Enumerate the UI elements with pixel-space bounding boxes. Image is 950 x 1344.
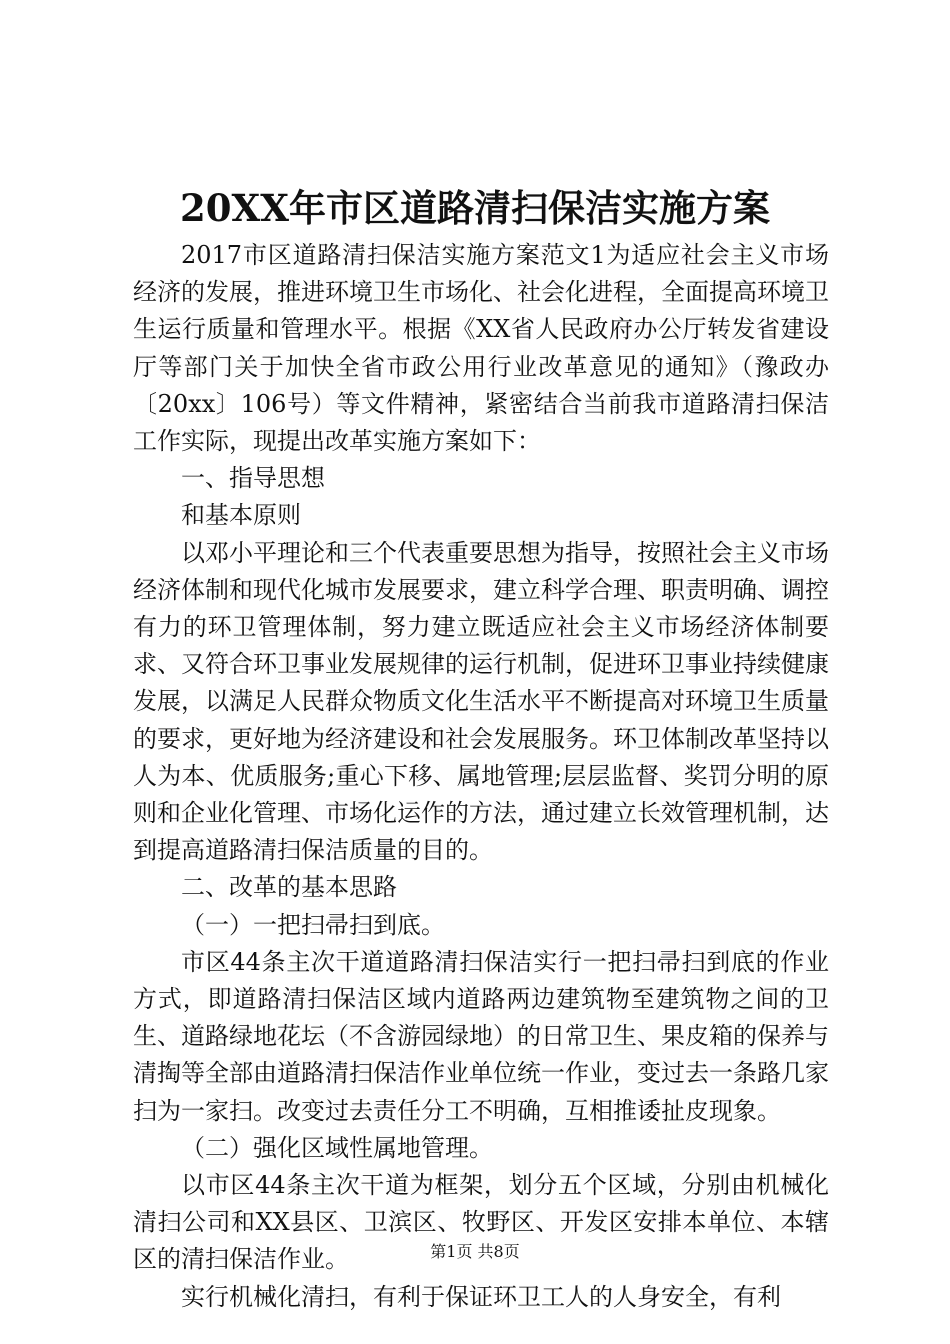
document-title: 20XX年市区道路清扫保洁实施方案 [180, 186, 770, 230]
paragraph-principles: 以邓小平理论和三个代表重要思想为指导，按照社会主义市场经济体制和现代化城市发展要求，建立科学合理、职责明确、调控有力的环卫管理体制，努力建立既适应社会主义市场经济体制要求、又符合环卫事业发展规律的运行机制，促进环卫事业持续健康发展，以满足人民群众物质文化生活水平不断提高对环境卫生质量的要求，更好地为经济建设和社会发展服务。环卫体制改革坚持以人为本、优质服务;重心下移、属地管理;层层监督、奖罚分明的原则和企业化管理、市场化运作的方法，通过建立长效管理机制，达到提高道路清扫保洁质量的目的。 [133, 538, 829, 865]
paragraph-one-broom: 市区44条主次干道道路清扫保洁实行一把扫帚扫到底的作业方式，即道路清扫保洁区域内道路两边建筑物至建筑物之间的卫生、道路绿地花坛（不含游园绿地）的日常卫生、果皮箱的保养与清掏等全部由道路清扫保洁作业单位统一作业，变过去一条路几家扫为一家扫。改变过去责任分工不明确，互相推诿扯皮现象。 [133, 947, 829, 1125]
document-body [133, 237, 829, 1316]
paragraph-territorial-management: 以市区44条主次干道为框架，划分五个区域，分别由机械化清扫公司和XX县区、卫滨区、牧野区、开发区安排本单位、本辖区的清扫保洁作业。 [133, 1171, 829, 1274]
section-heading-guiding-ideology: 一、指导思想 [181, 464, 325, 493]
section-heading-basic-principles: 和基本原则 [181, 501, 301, 530]
subsection-heading-territorial-management: （二）强化区域性属地管理。 [181, 1133, 493, 1162]
paragraph-mechanized-cleaning: 实行机械化清扫，有利于保证环卫工人的人身安全，有利 [181, 1282, 781, 1311]
section-heading-reform-approach: 二、改革的基本思路 [181, 873, 397, 902]
subsection-heading-one-broom: （一）一把扫帚扫到底。 [181, 910, 445, 939]
paragraph-intro: 2017市区道路清扫保洁实施方案范文1为适应社会主义市场经济的发展，推进环境卫生市场化、社会化进程，全面提高环境卫生运行质量和管理水平。根据《XX省人民政府办公厅转发省建设厅等部门关于加快全省市政公用行业改革意见的通知》（豫政办〔20xx〕106号）等文件精神，紧密结合当前我市道路清扫保洁工作实际，现提出改革实施方案如下： [133, 241, 829, 456]
page-number-footer: 第1页 共8页 [430, 1242, 520, 1261]
